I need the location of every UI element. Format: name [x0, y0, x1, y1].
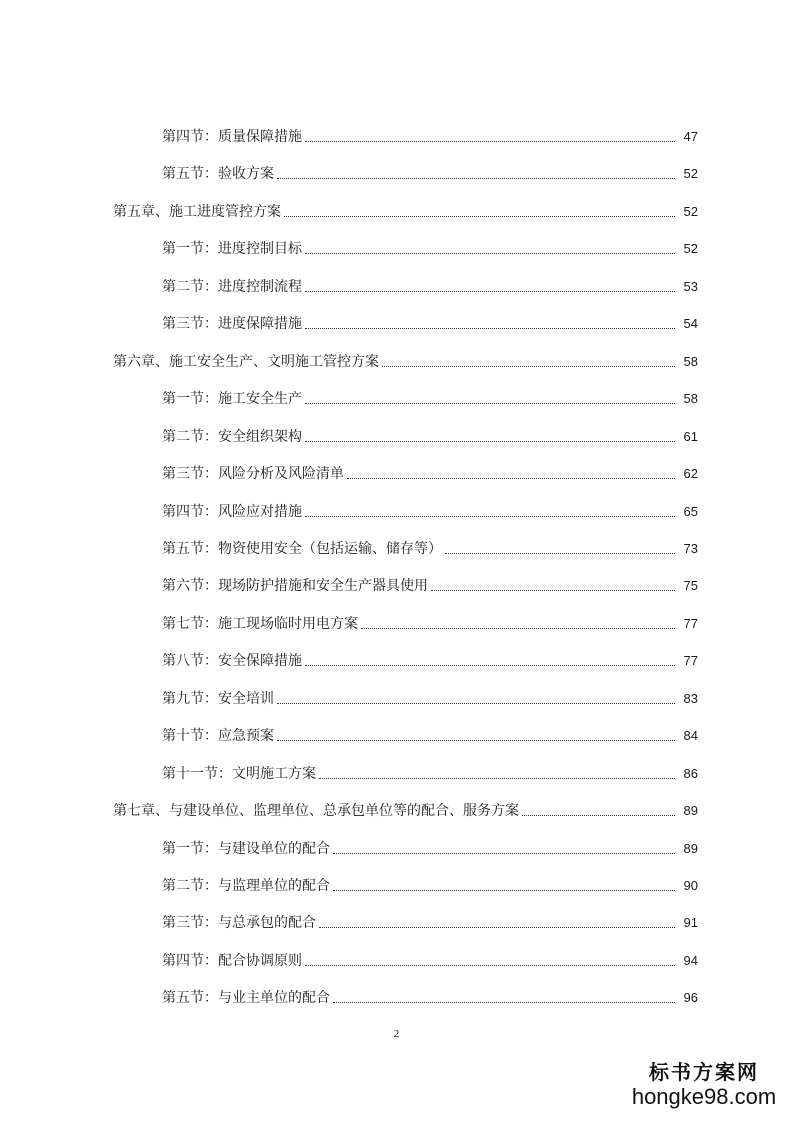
toc-page-number: 58 — [683, 353, 698, 369]
toc-entry-label: 第二节：安全组织架构 — [162, 428, 302, 445]
toc-page-number: 91 — [683, 915, 698, 931]
toc-page-number: 94 — [683, 952, 698, 968]
toc-entry-label: 第二节：进度控制流程 — [162, 278, 302, 295]
toc-entry-label: 第七章、与建设单位、监理单位、总承包单位等的配合、服务方案 — [113, 803, 519, 820]
toc-section-entry[interactable] — [162, 159, 698, 183]
watermark-logo — [629, 1060, 779, 1110]
toc-section-entry[interactable] — [162, 946, 698, 970]
toc-page-number: 61 — [683, 428, 698, 444]
watermark-title: 标书方案网 — [649, 1060, 759, 1084]
toc-leader-dots — [305, 440, 675, 442]
toc-entry-label: 第五节：物资使用安全（包括运输、储存等） — [162, 540, 442, 557]
toc-entry-label: 第四节：质量保障措施 — [162, 129, 302, 145]
toc-entry-label: 第一节：进度控制目标 — [162, 241, 302, 258]
toc-page-number: 89 — [683, 840, 698, 856]
toc-entry-label: 第五章、施工进度管控方案 — [113, 203, 281, 220]
toc-entry-label: 第八节：安全保障措施 — [162, 653, 302, 670]
toc-section-entry[interactable] — [162, 834, 698, 858]
toc-page-number: 83 — [683, 690, 698, 706]
toc-section-entry[interactable] — [162, 983, 698, 1007]
toc-section-entry[interactable] — [162, 234, 698, 258]
toc-section-entry[interactable] — [162, 721, 698, 745]
toc-page-number: 65 — [683, 503, 698, 519]
toc-page-number: 47 — [683, 129, 698, 144]
toc-page-number: 96 — [683, 990, 698, 1006]
toc-page-number: 77 — [683, 615, 698, 631]
toc-page-number: 54 — [683, 316, 698, 332]
toc-leader-dots — [347, 477, 675, 479]
toc-entry-label: 第四节：配合协调原则 — [162, 952, 302, 969]
toc-page-number: 90 — [683, 878, 698, 893]
toc-entry-label: 第二节：与监理单位的配合 — [162, 878, 330, 894]
toc-page-number: 52 — [683, 241, 698, 257]
toc-entry-label: 第三节：与总承包的配合 — [162, 915, 316, 932]
page-number: 2 — [393, 1028, 400, 1040]
toc-entry-label: 第六章、施工安全生产、文明施工管控方案 — [113, 353, 379, 370]
toc-section-entry[interactable] — [162, 571, 698, 595]
toc-section-entry[interactable] — [162, 384, 698, 408]
toc-leader-dots — [305, 252, 675, 254]
toc-leader-dots — [319, 777, 675, 779]
toc-leader-dots — [431, 589, 675, 591]
toc-section-entry[interactable] — [162, 497, 698, 521]
toc-section-entry[interactable] — [162, 908, 698, 932]
toc-page-number: 58 — [683, 391, 698, 407]
toc-page-number: 86 — [683, 765, 698, 781]
toc-leader-dots — [277, 177, 675, 179]
toc-entry-label: 第六节：现场防护措施和安全生产器具使用 — [162, 578, 428, 595]
toc-leader-dots — [522, 814, 675, 816]
toc-leader-dots — [333, 852, 675, 854]
toc-section-entry[interactable] — [162, 272, 698, 296]
toc-leader-dots — [382, 365, 675, 367]
toc-leader-dots — [305, 664, 675, 666]
toc-leader-dots — [445, 552, 675, 554]
toc-section-entry[interactable] — [162, 459, 698, 483]
toc-section-entry[interactable] — [162, 759, 698, 783]
toc-leader-dots — [361, 627, 675, 629]
toc-section-entry[interactable] — [162, 122, 698, 146]
toc-section-entry[interactable] — [162, 422, 698, 446]
toc-leader-dots — [305, 140, 675, 142]
toc-page-number: 52 — [683, 203, 698, 219]
toc-page-number: 53 — [683, 278, 698, 294]
toc-leader-dots — [305, 964, 675, 966]
toc-entry-label: 第十节：应急预案 — [162, 728, 274, 745]
toc-leader-dots — [277, 739, 675, 741]
toc-entry-label: 第五节：验收方案 — [162, 166, 274, 183]
toc-entry-label: 第五节：与业主单位的配合 — [162, 990, 330, 1007]
toc-page-number: 52 — [683, 166, 698, 182]
toc-page-number: 84 — [683, 728, 698, 744]
toc-leader-dots — [319, 926, 675, 928]
toc-page-number: 73 — [683, 540, 698, 556]
toc-chapter-entry[interactable] — [113, 796, 698, 820]
toc-entry-label: 第一节：施工安全生产 — [162, 391, 302, 408]
toc-section-entry[interactable] — [162, 609, 698, 633]
toc-entry-label: 第一节：与建设单位的配合 — [162, 840, 330, 857]
toc-entry-label: 第三节：风险分析及风险清单 — [162, 466, 344, 483]
toc-page-number: 62 — [683, 466, 698, 482]
toc-chapter-entry[interactable] — [113, 197, 698, 221]
toc-leader-dots — [305, 515, 675, 517]
toc-entry-label: 第四节：风险应对措施 — [162, 503, 302, 520]
toc-section-entry[interactable] — [162, 684, 698, 708]
watermark-url: hongke98.com — [631, 1084, 777, 1109]
toc-leader-dots — [305, 290, 675, 292]
toc-leader-dots — [284, 215, 675, 217]
toc-section-entry[interactable] — [162, 309, 698, 333]
toc-leader-dots — [305, 402, 675, 404]
toc-chapter-entry[interactable] — [113, 347, 698, 371]
toc-page-number: 77 — [683, 653, 698, 669]
toc-section-entry[interactable] — [162, 871, 698, 895]
toc-leader-dots — [277, 702, 675, 704]
toc-leader-dots — [305, 327, 675, 329]
toc-entry-label: 第三节：进度保障措施 — [162, 316, 302, 333]
toc-leader-dots — [333, 1001, 675, 1003]
toc-page-number: 89 — [683, 803, 698, 819]
toc-leader-dots — [333, 889, 675, 891]
toc-section-entry[interactable] — [162, 534, 698, 558]
toc-section-entry[interactable] — [162, 646, 698, 670]
toc-page-number: 75 — [683, 578, 698, 594]
toc-entry-label: 第九节：安全培训 — [162, 690, 274, 707]
toc-entry-label: 第七节：施工现场临时用电方案 — [162, 615, 358, 632]
toc-entry-label: 第十一节：文明施工方案 — [162, 765, 316, 782]
